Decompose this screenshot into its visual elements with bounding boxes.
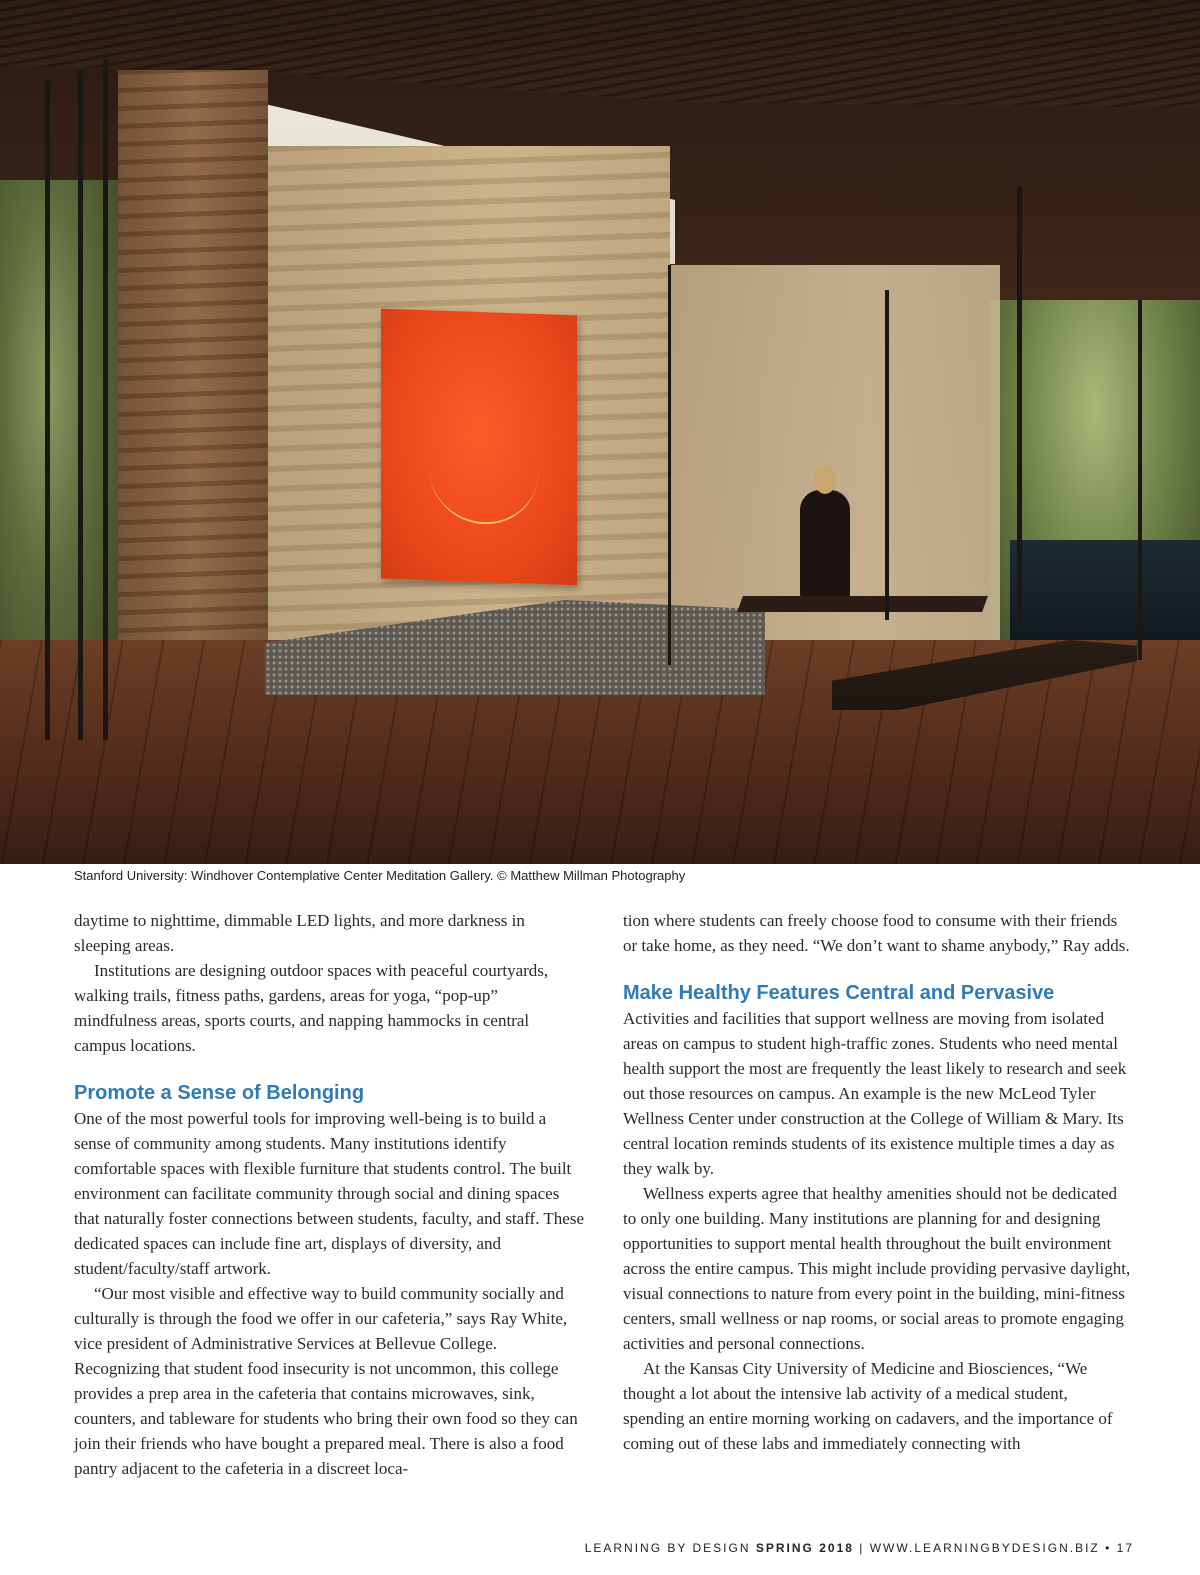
issue-season: SPRING 2018 [755, 1541, 854, 1555]
paragraph: Institutions are designing outdoor spaces with peaceful courtyards, walking trails, fitness paths, gardens, areas for yoga, “pop-up” mindfulness areas, sports courts, and napping hammocks in central campus locations. [74, 961, 549, 1055]
photo-trees [0, 180, 118, 700]
page-footer [585, 1541, 1134, 1555]
paragraph: “Our most visible and effective way to build community socially and culturally is through the food we offer in our cafeteria,” says Ray White, vice president of Administrative Services at Bellevue College. Recognizing that student food insecurity is not uncommon, this college provides a prep area in the cafeteria that contains microwaves, sink, counters, and tableware for students who bring their own food so they can join their friends who have bought a prepared meal. There is also a food pantry adjacent to the cafeteria in a discreet loca- [74, 1284, 578, 1478]
paragraph: Wellness experts agree that healthy amenities should not be dedicated to only one building. Many institutions are planning for and designing opportunities to support mental health throughout the built environment across the entire campus. This might include providing pervasive daylight, visual connections to nature from every point in the building, mini-fitness centers, small wellness or nap rooms, or social areas to promote engaging activities and personal connections. [623, 1184, 1131, 1353]
paragraph: At the Kansas City University of Medicine and Biosciences, “We thought a lot about the intensive lab activity of a medical student, spending an entire morning working on cadavers, and the importance of coming out of these labs and immediately connecting with [623, 1359, 1113, 1453]
right-column [623, 908, 1133, 1456]
left-column [74, 908, 584, 1481]
footer-separator: | [859, 1541, 865, 1555]
paragraph: One of the most powerful tools for improving well-being is to build a sense of community among students. Many institutions identify comfortable spaces with flexible furniture that students control. The built environment can facilitate community through social and dining spaces that naturally foster connections between students, faculty, and staff. These dedicated spaces can include fine art, displays of diversity, and student/faculty/staff artwork. [74, 1109, 584, 1278]
paragraph: Activities and facilities that support wellness are moving from isolated areas on campus to student high-traffic zones. Students who need mental health support the most are frequently the least likely to research and seek out those resources on campus. An example is the new McLeod Tyler Wellness Center under construction at the College of William & Mary. Its central location reminds students of its existence multiple times a day as they walk by. [623, 1009, 1127, 1178]
section-heading: Make Healthy Features Central and Pervasive [623, 982, 1055, 1004]
photo-seated-person [800, 490, 850, 600]
photo-pillar [118, 70, 268, 720]
website-link[interactable]: WWW.LEARNINGBYDESIGN.BIZ [869, 1541, 1100, 1555]
footer-bullet: • [1105, 1541, 1112, 1555]
photo-red-painting [381, 309, 577, 586]
publication-name: LEARNING BY DESIGN [584, 1541, 751, 1555]
page-number: 17 [1116, 1541, 1134, 1555]
paragraph: daytime to nighttime, dimmable LED lights, and more darkness in sleeping areas. [74, 911, 525, 955]
section-heading: Promote a Sense of Belonging [74, 1082, 365, 1104]
photo-bench [737, 596, 988, 612]
photo-caption: Stanford University: Windhover Contemplative Center Meditation Gallery. © Matthew Millman Photography [74, 868, 686, 883]
paragraph: tion where students can freely choose food to consume with their friends or take home, as they need. “We don’t want to shame anybody,” Ray adds. [623, 911, 1130, 955]
